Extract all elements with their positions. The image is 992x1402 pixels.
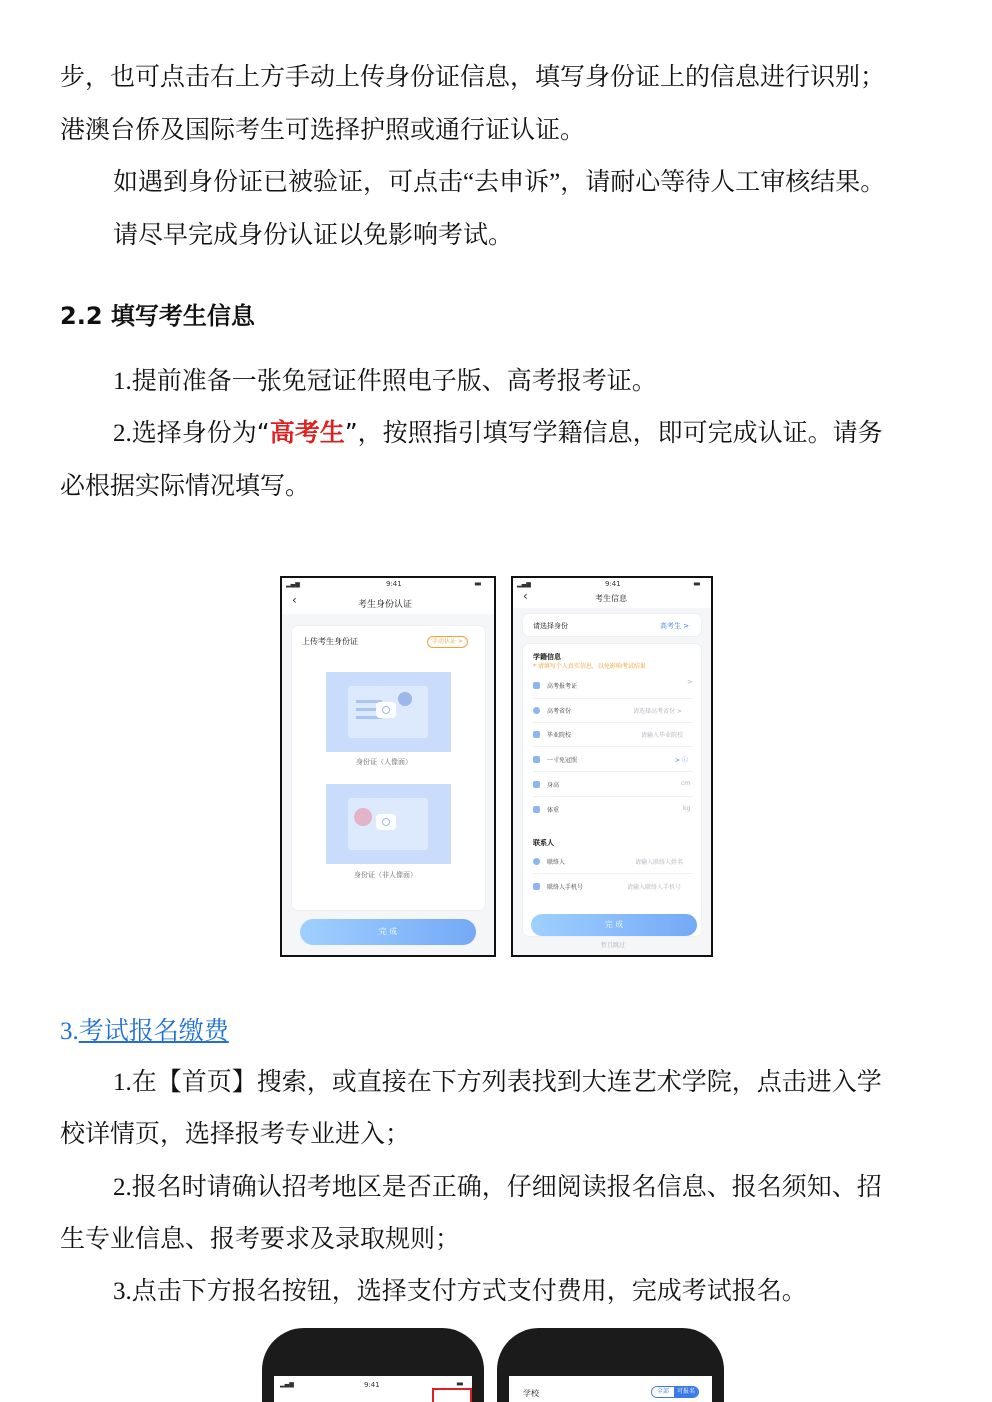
row-value[interactable]: > [687, 678, 693, 686]
row-label: 毕业院校 [547, 732, 572, 739]
photo-icon [533, 756, 540, 763]
height-icon [533, 781, 540, 788]
step-2 [113, 418, 883, 449]
identity-label: 请选择身份 [533, 622, 568, 630]
paragraph-line [60, 1224, 460, 1254]
row-label: 体重 [547, 807, 560, 814]
row-value[interactable]: 请输入联络人手机号 [627, 884, 682, 891]
row-value[interactable]: 请选择高考省份 > [633, 708, 682, 715]
paragraph-line [113, 167, 885, 198]
id-back-upload[interactable] [326, 784, 451, 864]
paragraph-line [60, 1119, 410, 1149]
row-value[interactable]: cm [681, 780, 691, 787]
divider [533, 722, 693, 723]
school-label: 学校 [523, 1389, 539, 1398]
contact-icon [533, 858, 540, 865]
row-value[interactable]: 请输入联络人姓名 [635, 859, 684, 866]
line-shape [356, 708, 378, 711]
step-number: 1. [113, 368, 132, 395]
step-2 [113, 1172, 882, 1203]
signal-icon: ▂▄▆ [286, 581, 300, 588]
screenshot-id-verification [280, 576, 496, 957]
heading-link[interactable]: 考试报名缴费 [78, 1016, 229, 1045]
section-heading-2-2: 2.2 填写考生信息 [60, 302, 255, 330]
row-label: 联络人手机号 [547, 884, 584, 891]
skip-link[interactable]: 暂且跳过 [601, 942, 626, 949]
text: 生专业信息、报考要求及录取规则； [60, 1224, 461, 1253]
text: 校详情页，选择报考专业进入； [60, 1119, 411, 1148]
tab-open[interactable]: 可报名 [674, 1387, 698, 1397]
text: ”，按照指引填写学籍信息，即可完成认证。请务 [344, 418, 883, 447]
text: 请尽早完成身份认证以免影响考试。 [113, 220, 514, 249]
back-icon[interactable]: ‹ [292, 593, 297, 607]
info-card [523, 644, 701, 936]
identity-value: 高考生 > [660, 622, 690, 630]
back-icon[interactable]: ‹ [523, 589, 528, 603]
text: 提前准备一张免冠证件照电子版、高考报考证。 [131, 366, 657, 395]
paragraph-line [60, 115, 585, 145]
text: 必根据实际情况填写。 [60, 471, 311, 500]
appeal-quote: “去申诉” [463, 169, 561, 196]
signal-icon: ▂▄▆ [517, 581, 531, 588]
text: 步，也可点击右上方手动上传身份证信息，填写身份证上的信息进行识别； [60, 62, 886, 91]
text: 点击下方报名按钮，选择支付方式支付费用，完成考试报名。 [131, 1276, 807, 1305]
manual-verify-tag[interactable]: 手动认证 > [427, 636, 468, 648]
filter-tabs [651, 1386, 699, 1398]
row-label: 高考省份 [547, 708, 572, 715]
row-label: 一寸免冠照 [547, 757, 578, 764]
row-label: 高考报考证 [547, 683, 578, 690]
screen-title: 考生信息 [595, 594, 627, 603]
emblem-icon [354, 808, 372, 826]
portrait-icon [398, 692, 412, 706]
highlight-box [432, 1388, 472, 1402]
step-1 [113, 1067, 882, 1098]
row-value[interactable]: 请输入毕业院校 [641, 732, 684, 739]
text: 选择身份为“ [131, 418, 270, 447]
front-label: 身份证（人像面） [356, 758, 412, 766]
step-number: 1. [113, 1069, 132, 1096]
phone-icon [533, 883, 540, 890]
battery-icon: ▬ [456, 1379, 464, 1388]
step-number: 3. [113, 1278, 132, 1305]
phone-mockup-right [497, 1328, 724, 1402]
camera-icon [376, 814, 396, 830]
divider [533, 796, 693, 797]
step-3 [113, 1276, 807, 1307]
row-label: 联络人 [547, 859, 566, 866]
done-button[interactable]: 完 成 [531, 914, 697, 936]
battery-icon: ▬ [474, 579, 482, 588]
phone-screen [274, 1376, 472, 1402]
status-time: 9:41 [386, 580, 402, 588]
phone-screen [509, 1376, 712, 1402]
paragraph-line [60, 62, 885, 92]
paragraph-line [60, 471, 310, 501]
divider [533, 698, 693, 699]
screenshot-student-info [511, 576, 713, 957]
status-time: 9:41 [605, 580, 621, 588]
text: ，请耐心等待人工审核结果。 [560, 167, 886, 196]
status-time: 9:41 [364, 1381, 380, 1389]
section-heading-3 [60, 1016, 229, 1047]
text: 如遇到身份证已被验证，可点击 [113, 167, 464, 196]
step-number: 2. [113, 420, 132, 447]
back-label: 身份证（非人像面） [354, 871, 417, 879]
step-number: 2. [113, 1174, 132, 1201]
contact-title: 联系人 [533, 839, 554, 847]
section-title: 学籍信息 [533, 653, 561, 661]
upload-card [292, 626, 485, 910]
id-front-upload[interactable] [326, 672, 451, 752]
text: 在【首页】搜索，或直接在下方列表找到大连艺术学院，点击进入学 [131, 1067, 882, 1096]
text: 港澳台侨及国际考生可选择护照或通行证认证。 [60, 115, 586, 144]
divider [533, 771, 693, 772]
card-title: 上传考生身份证 [302, 637, 358, 646]
row-label: 身高 [547, 782, 560, 789]
camera-icon [376, 702, 396, 718]
tab-all[interactable]: 全部 [652, 1387, 674, 1397]
divider [533, 873, 693, 874]
paragraph-line [113, 220, 513, 250]
row-value[interactable]: kg [683, 805, 691, 812]
row-value[interactable]: > ⓘ [675, 757, 688, 764]
highlight-gaokaosheng: 高考生 [269, 418, 345, 447]
heading-number: 3. [60, 1018, 79, 1045]
identity-select-row[interactable] [523, 614, 701, 636]
battery-icon: ▬ [693, 579, 701, 588]
phone-mockup-left [262, 1328, 484, 1402]
divider [533, 746, 693, 747]
weight-icon [533, 806, 540, 813]
school-icon [533, 731, 540, 738]
section-hint: * 请填写个人真实信息，以免影响考试结果 [533, 663, 646, 670]
ticket-icon [533, 682, 540, 689]
screen-title: 考生身份认证 [358, 600, 413, 610]
step-1 [113, 366, 657, 397]
done-button[interactable]: 完 成 [300, 919, 476, 945]
text: 报名时请确认招考地区是否正确，仔细阅读报名信息、报名须知、招 [131, 1172, 882, 1201]
location-icon [533, 707, 540, 714]
signal-icon: ▂▄▆ [280, 1381, 294, 1388]
